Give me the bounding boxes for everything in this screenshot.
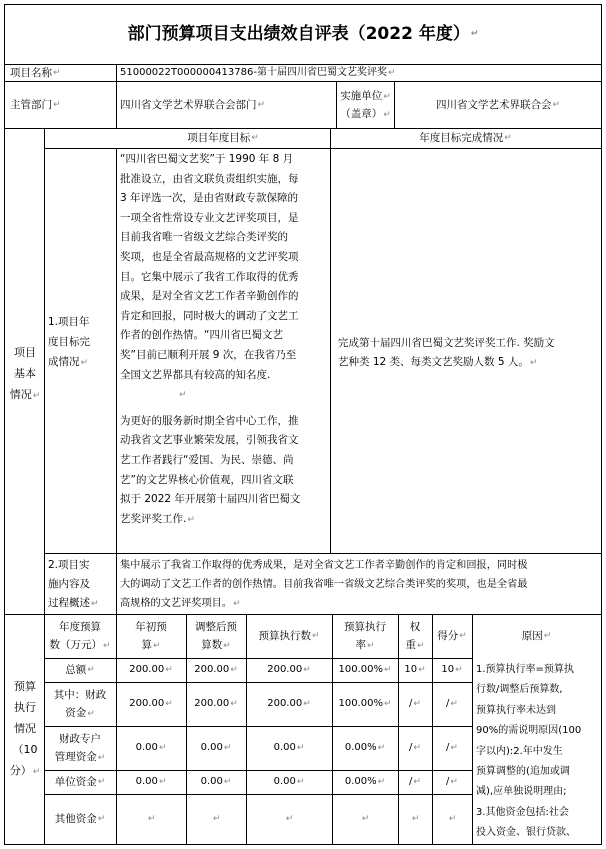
cell-text: 行数/调整后预算数, xyxy=(476,684,563,696)
cell-text: “四川省巴蜀文艺奖”于 1990 年 8 月 xyxy=(120,153,294,165)
table-row-label xyxy=(44,726,116,770)
return-mark-icon: ↵ xyxy=(470,29,479,39)
cell-text: 算数 xyxy=(201,638,223,651)
return-mark-icon: ↵ xyxy=(152,640,161,651)
cell-text: 3 年评选一次，是由省财政专款保障的 xyxy=(120,192,299,205)
cell-text: 财政专户 xyxy=(59,732,101,745)
cell-text: 情况 xyxy=(9,388,32,401)
cell-text: 项目名称 xyxy=(10,66,52,79)
rule xyxy=(116,64,117,128)
project-name-label xyxy=(10,64,116,81)
return-mark-icon: ↵ xyxy=(53,99,61,110)
cell-text: 100.00% xyxy=(338,698,383,709)
cell-text: / xyxy=(446,698,450,709)
cell-text: 0.00% xyxy=(344,776,377,787)
item1-label xyxy=(48,312,114,382)
performance-self-evaluation-form xyxy=(4,4,602,845)
table-cell xyxy=(246,682,332,726)
cell-text: 1.项目年 xyxy=(48,316,90,328)
table-cell xyxy=(432,658,472,682)
table-cell xyxy=(116,794,186,844)
cell-text: 权 xyxy=(409,620,421,633)
cell-text: 批准设立，由省文联负责组织实施，每 xyxy=(120,172,299,185)
cell-text: 10 xyxy=(404,664,418,675)
cell-text: 年度目标完成情况 xyxy=(419,132,504,144)
cell-text: 艺种类 12 类、每类文艺奖励人数 5 人。 xyxy=(338,356,529,368)
cell-text: 预算执行率未达到 xyxy=(476,704,556,716)
cell-text: 原因 xyxy=(521,630,543,642)
return-mark-icon: ↵ xyxy=(413,699,421,709)
cell-text: / xyxy=(446,742,450,753)
table-cell xyxy=(332,682,398,726)
rule xyxy=(44,553,602,554)
return-mark-icon: ↵ xyxy=(296,743,305,753)
cell-text: 0.00% xyxy=(344,742,377,753)
cell-text: 10 xyxy=(441,664,455,675)
cell-text: 得分 xyxy=(437,630,459,642)
cell-text: 算 xyxy=(141,638,152,651)
cell-text: 成果，是对全省文艺工作者辛勤创作的 xyxy=(120,290,299,303)
supervising-dept-label xyxy=(10,81,116,128)
return-mark-icon: ↵ xyxy=(102,640,111,651)
return-mark-icon: ↵ xyxy=(459,631,467,641)
cell-text: 年初预 xyxy=(135,620,167,633)
return-mark-icon: ↵ xyxy=(383,699,392,709)
item2-text xyxy=(120,556,601,614)
return-mark-icon: ↵ xyxy=(165,699,173,709)
table-cell xyxy=(432,794,472,844)
cell-text: 0.00 xyxy=(273,742,296,753)
return-mark-icon: ↵ xyxy=(212,814,221,824)
return-mark-icon: ↵ xyxy=(411,814,420,824)
return-mark-icon: ↵ xyxy=(187,514,195,525)
rule xyxy=(330,128,331,553)
cell-text: 单位资金 xyxy=(54,776,97,788)
return-mark-icon: ↵ xyxy=(97,777,106,787)
cell-text: 字以内):2.年中发生 xyxy=(476,745,563,757)
return-mark-icon: ↵ xyxy=(383,92,391,102)
return-mark-icon: ↵ xyxy=(504,133,512,143)
cell-text: （盖章） xyxy=(340,108,383,120)
table-cell xyxy=(398,658,432,682)
cell-text: 2.项目实 xyxy=(48,559,90,571)
cell-text: 为更好的服务新时期全省中心工作，推 xyxy=(120,414,299,427)
return-mark-icon: ↵ xyxy=(311,631,320,641)
cell-text: 一项全省性常设专业文艺评奖项目，是 xyxy=(120,211,299,224)
table-cell xyxy=(186,682,246,726)
cell-text: 资金 xyxy=(65,706,87,719)
table-cell xyxy=(116,726,186,770)
header-execution-rate xyxy=(332,614,398,658)
return-mark-icon: ↵ xyxy=(450,699,458,709)
return-mark-icon: ↵ xyxy=(230,665,238,675)
cell-text: 奖”目前已顺利开展 9 次，在我省乃至 xyxy=(120,348,297,361)
return-mark-icon: ↵ xyxy=(416,640,425,651)
cell-text: 全国文艺界都具有较高的知名度. xyxy=(120,368,271,381)
cell-text: 度目标完 xyxy=(48,336,90,348)
cell-text: / xyxy=(409,776,413,787)
table-cell xyxy=(332,794,398,844)
return-mark-icon: ↵ xyxy=(147,814,156,824)
header-weight xyxy=(398,614,432,658)
cell-text: 100.00% xyxy=(338,664,383,675)
return-mark-icon: ↵ xyxy=(383,110,391,120)
cell-text: 200.00 xyxy=(267,664,303,675)
header-reason xyxy=(472,614,601,658)
cell-text: 奖项，也是全省最高规格的文艺评奖项 xyxy=(120,250,299,263)
cell-text: / xyxy=(446,776,450,787)
table-cell xyxy=(246,794,332,844)
title-text: 部门预算项目支出绩效自评表（2022 年度） xyxy=(127,24,470,44)
return-mark-icon: ↵ xyxy=(91,599,99,609)
cell-text: 0.00 xyxy=(200,742,223,753)
cell-text: 0.00 xyxy=(273,776,296,787)
return-mark-icon: ↵ xyxy=(32,391,41,401)
return-mark-icon: ↵ xyxy=(448,814,457,824)
cell-text: 200.00 xyxy=(129,698,165,709)
return-mark-icon: ↵ xyxy=(97,752,106,763)
cell-text: 艺奖评奖工作. xyxy=(120,512,187,525)
table-cell xyxy=(332,770,398,794)
cell-text: 四川省文学艺术界联合会 xyxy=(435,98,552,111)
cell-text: 目前我省唯一省级文艺综合类评奖的 xyxy=(120,231,288,244)
cell-text: （10 xyxy=(12,743,38,756)
cell-text: 200.00 xyxy=(194,664,230,675)
table-cell xyxy=(432,770,472,794)
return-mark-icon: ↵ xyxy=(223,777,232,787)
table-cell xyxy=(116,682,186,726)
rule xyxy=(44,148,602,149)
return-mark-icon: ↵ xyxy=(97,814,106,824)
return-mark-icon: ↵ xyxy=(552,99,561,110)
cell-text: 0.00 xyxy=(200,776,223,787)
cell-text: 投入资金、银行贷款、 xyxy=(476,827,576,839)
table-row-label xyxy=(44,770,116,794)
return-mark-icon: ↵ xyxy=(257,99,266,110)
cell-text: 重 xyxy=(405,638,416,651)
table-cell xyxy=(246,658,332,682)
cell-text: 200.00 xyxy=(194,698,230,709)
cell-text: 施内容及 xyxy=(48,578,90,590)
cell-text: 其中：财政 xyxy=(53,688,107,701)
cell-text: 200.00 xyxy=(267,698,303,709)
return-mark-icon: ↵ xyxy=(230,699,238,709)
reason-note xyxy=(476,660,600,844)
cell-text: 预算执行 xyxy=(344,620,386,633)
return-mark-icon: ↵ xyxy=(158,743,167,753)
return-mark-icon: ↵ xyxy=(296,777,305,787)
header-adjusted-budget xyxy=(186,614,246,658)
table-row-label xyxy=(44,658,116,682)
cell-text: 完成第十届四川省巴蜀文艺奖评奖工作. 奖励文 xyxy=(338,337,555,349)
implementing-unit-label xyxy=(337,88,394,128)
cell-text: 率 xyxy=(355,638,366,651)
cell-text: 拟于 2022 年开展第十届四川省巴蜀文 xyxy=(120,493,301,506)
header-score xyxy=(432,614,472,658)
rule xyxy=(116,148,117,614)
cell-text: 情况 xyxy=(14,722,36,735)
return-mark-icon: ↵ xyxy=(529,358,538,368)
page-title xyxy=(4,4,602,64)
return-mark-icon: ↵ xyxy=(366,640,375,651)
return-mark-icon: ↵ xyxy=(251,133,259,143)
table-cell xyxy=(432,726,472,770)
cell-text: 过程概述 xyxy=(48,597,90,609)
cell-text: 肯定和回报，同时极大的调动了文艺工 xyxy=(120,309,299,322)
cell-text: 大的调动了文艺工作者的创作热情。目前我省唯一省级文艺综合类评奖的奖项，也是全省最 xyxy=(120,579,528,590)
return-mark-icon: ↵ xyxy=(53,67,61,78)
rule xyxy=(601,4,602,845)
cell-text: 其他资金 xyxy=(54,813,97,825)
item2-label xyxy=(48,556,114,614)
return-mark-icon: ↵ xyxy=(377,743,386,753)
return-mark-icon: ↵ xyxy=(303,699,311,709)
table-cell xyxy=(246,726,332,770)
header-annual-goal xyxy=(116,128,330,148)
cell-text: 主管部门 xyxy=(10,98,52,111)
return-mark-icon: ↵ xyxy=(450,777,458,787)
return-mark-icon: ↵ xyxy=(543,631,552,641)
supervising-dept-value xyxy=(120,81,336,128)
cell-text: 实施单位 xyxy=(340,90,383,102)
cell-text: 0.00 xyxy=(135,742,158,753)
cell-text: 艺工作者践行“爱国、为民、崇德、尚 xyxy=(120,453,294,466)
cell-text: 90%的需说明原因(100 xyxy=(476,725,582,737)
table-cell xyxy=(186,726,246,770)
cell-text: 51000022T000000413786-第十届四川省巴蜀文艺奖评奖 xyxy=(120,66,387,78)
cell-text: 数（万元） xyxy=(49,638,102,651)
return-mark-icon: ↵ xyxy=(413,777,421,787)
return-mark-icon: ↵ xyxy=(158,777,167,787)
table-cell xyxy=(186,770,246,794)
cell-text: 预算调整的(追加或调 xyxy=(476,766,570,778)
return-mark-icon: ↵ xyxy=(80,358,89,368)
table-cell xyxy=(246,770,332,794)
project-name-value xyxy=(120,64,600,81)
cell-text: 1.预算执行率=预算执 xyxy=(476,664,574,675)
item1-completion-text xyxy=(338,334,600,374)
cell-text: 减),应单独说明理由; xyxy=(476,786,567,798)
table-cell xyxy=(116,770,186,794)
cell-text: 成情况 xyxy=(48,356,80,368)
cell-text: 调整后预 xyxy=(195,620,237,633)
table-row-label xyxy=(44,682,116,726)
return-mark-icon: ↵ xyxy=(87,665,95,675)
cell-text: 基本 xyxy=(14,367,36,380)
return-mark-icon: ↵ xyxy=(303,665,311,675)
cell-text: 预算 xyxy=(14,680,36,693)
return-mark-icon: ↵ xyxy=(383,665,392,675)
cell-text: 200.00 xyxy=(129,664,165,675)
table-cell xyxy=(186,658,246,682)
table-cell xyxy=(332,658,398,682)
return-mark-icon: ↵ xyxy=(387,67,396,78)
table-cell xyxy=(186,794,246,844)
return-mark-icon: ↵ xyxy=(285,814,294,824)
header-initial-budget xyxy=(116,614,186,658)
basic-info-side-label xyxy=(6,342,44,412)
budget-side-label xyxy=(6,676,44,786)
table-cell xyxy=(398,726,432,770)
cell-text: 四川省文学艺术界联合会部门 xyxy=(120,98,257,111)
return-mark-icon: ↵ xyxy=(223,743,232,753)
table-cell xyxy=(116,658,186,682)
return-mark-icon: ↵ xyxy=(377,777,386,787)
return-mark-icon: ↵ xyxy=(87,708,95,719)
cell-text: 作者的创作热情。“四川省巴蜀文艺 xyxy=(120,329,283,342)
cell-text: 执行 xyxy=(14,701,36,714)
cell-text: 艺”的文艺界核心价值观，四川省文联 xyxy=(120,473,294,486)
return-mark-icon: ↵ xyxy=(455,665,463,675)
table-cell xyxy=(398,794,432,844)
cell-text: 目。它集中展示了我省工作取得的优秀 xyxy=(120,270,299,283)
table-row-label xyxy=(44,794,116,844)
cell-text: 总额 xyxy=(65,664,87,676)
table-cell xyxy=(332,726,398,770)
cell-text: 年度预算 xyxy=(59,620,101,633)
header-goal-completion xyxy=(330,128,601,148)
cell-text: 动我省文艺事业繁荣发展，引领我省文 xyxy=(120,434,299,447)
rule xyxy=(4,4,5,845)
rule xyxy=(4,844,602,845)
cell-text: 集中展示了我省工作取得的优秀成果，是对全省文艺工作者辛勤创作的肯定和回报，同时极 xyxy=(120,560,528,571)
return-mark-icon: ↵ xyxy=(418,665,426,675)
header-annual-budget xyxy=(44,614,116,658)
cell-text: 管理资金 xyxy=(54,750,97,763)
return-mark-icon: ↵ xyxy=(165,665,173,675)
implementing-unit-value xyxy=(395,81,601,128)
table-cell xyxy=(432,682,472,726)
cell-text: 0.00 xyxy=(135,776,158,787)
cell-text: 3.其他资金包括:社会 xyxy=(476,806,569,818)
table-cell xyxy=(398,770,432,794)
header-executed xyxy=(246,614,332,658)
table-cell xyxy=(398,682,432,726)
return-mark-icon: ↵ xyxy=(179,390,187,401)
cell-text: / xyxy=(409,742,413,753)
return-mark-icon: ↵ xyxy=(32,767,41,777)
item1-goal-text xyxy=(120,150,330,552)
cell-text: 分） xyxy=(9,764,32,777)
return-mark-icon: ↵ xyxy=(233,599,241,609)
return-mark-icon: ↵ xyxy=(413,743,421,753)
cell-text: / xyxy=(409,698,413,709)
return-mark-icon: ↵ xyxy=(361,814,370,824)
cell-text: 项目年度目标 xyxy=(187,132,251,144)
cell-text: 预算执行数 xyxy=(258,630,311,642)
return-mark-icon: ↵ xyxy=(450,743,458,753)
cell-text: 高规格的文艺评奖项目。 xyxy=(120,598,233,609)
return-mark-icon: ↵ xyxy=(223,640,231,651)
cell-text: 项目 xyxy=(14,346,36,359)
